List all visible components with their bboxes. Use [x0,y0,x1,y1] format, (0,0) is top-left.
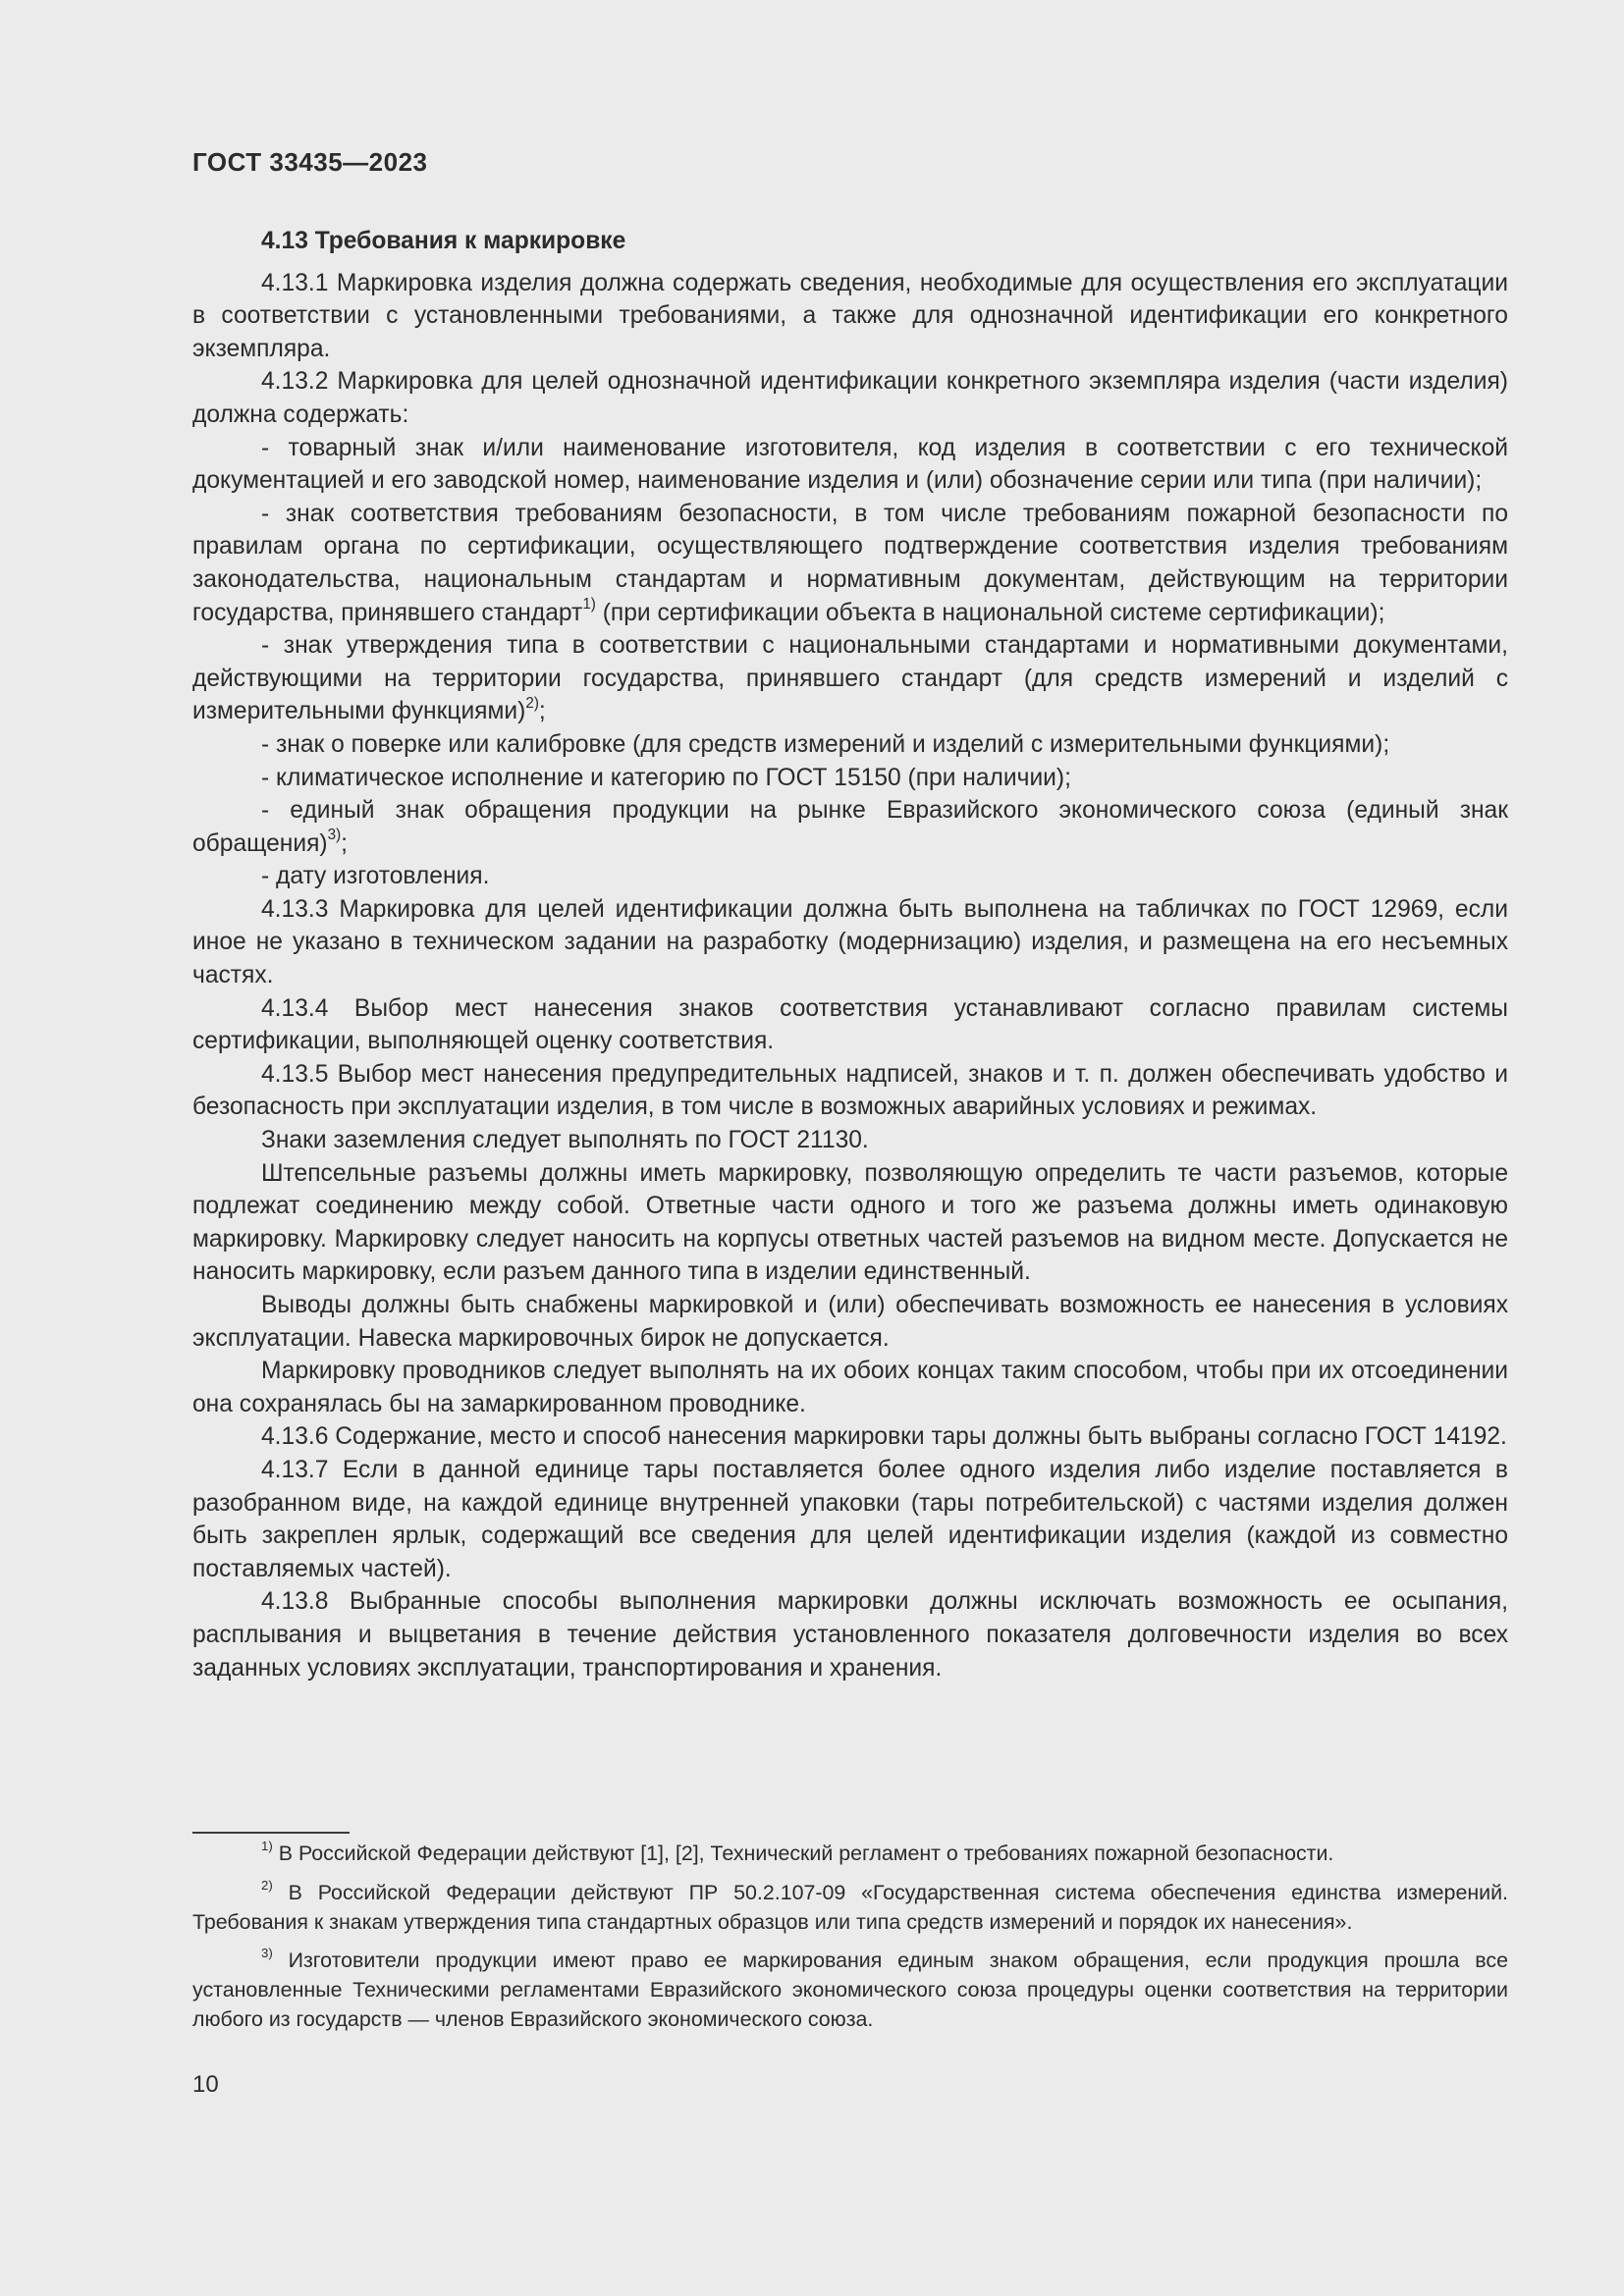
paragraph-grounding-marks: Знаки заземления следует выполнять по ГОСТ 21130. [261,1127,869,1154]
footnote-ref-1: 1) [582,596,596,614]
paragraph-4-13-2: 4.13.2 Маркировка для целей однозначной идентификации конкретного экземпляра изделия (части изделия) должна содержать: [192,368,1508,428]
section-body [192,225,1508,1684]
section-title: 4.13 Требования к маркировке [261,228,626,254]
footnote-ref-2: 2) [525,694,539,712]
footnote-1 [192,1840,1508,1869]
footnote-text: В Российской Федерации действуют ПР 50.2.107-09 «Государственная система обеспечения единства измерений. Требования к знакам утверждения типа стандартных образцов или типа средств измерений и порядок их нанесения». [192,1880,1508,1934]
footnote-text: В Российской Федерации действуют [1], [2], Технический регламент о требованиях пожарной безопасности. [272,1842,1334,1865]
footnote-2 [192,1879,1508,1938]
list-item-manufacture-date: - дату изготовления. [261,863,490,890]
list-item-text: - знак соответствия требованиям безопасности, в том числе требованиям пожарной безопасности по правилам органа по сертификации, осуществляющего подтверждение соответствия изделия требованиям законодательства, национальным стандартам и нормативным документам, действующим на территории государства, принявшего стандарт [192,500,1508,626]
list-item-trademark: - товарный знак и/или наименование изготовителя, код изделия в соответствии с его технической документацией и его заводской номер, наименование изделия и (или) обозначение серии или типа (при наличии); [192,434,1508,495]
list-item-verification-mark: - знак о поверке или калибровке (для средств измерений и изделий с измерительными функциями); [261,730,1390,758]
footnote-mark: 1) [261,1839,273,1854]
footnote-text: Изготовители продукции имеют право ее маркирования единым знаком обращения, если продукция прошла все установленные Техническими регламентами Евразийского экономического союза процедуры оценки соответствия на территории любого из государств — членов Евразийского экономического союза. [192,1949,1508,2031]
paragraph-4-13-4: 4.13.4 Выбор мест нанесения знаков соответствия устанавливают согласно правилам системы сертификации, выполняющей оценку соответствия. [192,994,1508,1055]
list-item-text: - единый знак обращения продукции на рынке Евразийского экономического союза (единый знак обращения) [192,797,1508,857]
paragraph-4-13-1: 4.13.1 Маркировка изделия должна содержать сведения, необходимые для осуществления его эксплуатации в соответствии с установленными требованиями, а также для однозначной идентификации его конкретного экземпляра. [192,269,1508,362]
paragraph-4-13-7: 4.13.7 Если в данной единице тары поставляется более одного изделия либо изделие поставляется в разобранном виде, на каждой единице внутренней упаковки (тары потребительской) с частями изделия должен быть закреплен ярлык, содержащий все сведения для целей идентификации изделия (каждой из совместно поставляемых частей). [192,1456,1508,1582]
list-item-text: ; [341,829,348,857]
footnote-mark: 2) [261,1877,273,1893]
footnotes [192,1840,1508,2045]
list-item-text: - знак утверждения типа в соответствии с национальными стандартами и нормативными документами, действующими на территории государства, принявшего стандарт (для средств измерений и изделий с измерительными функциями) [192,632,1508,725]
footnote-ref-3: 3) [327,827,342,844]
paragraph-4-13-6: 4.13.6 Содержание, место и способ нанесения маркировки тары должны быть выбраны согласно ГОСТ 14192. [261,1423,1507,1451]
footnote-3 [192,1947,1508,2034]
paragraph-conductors: Маркировку проводников следует выполнять на их обоих концах таким способом, чтобы при их отсоединении она сохранялась бы на замаркированном проводнике. [192,1358,1508,1417]
paragraph-4-13-8: 4.13.8 Выбранные способы выполнения маркировки должны исключать возможность ее осыпания, расплывания и выцветания в течение действия установленного показателя долговечности изделия во всех заданных условиях эксплуатации, транспортирования и хранения. [192,1588,1508,1682]
paragraph-4-13-5: 4.13.5 Выбор мест нанесения предупредительных надписей, знаков и т. п. должен обеспечивать удобство и безопасность при эксплуатации изделия, в том числе в возможных аварийных условиях и режимах. [192,1060,1508,1121]
paragraph-terminals: Выводы должны быть снабжены маркировкой и (или) обеспечивать возможность ее нанесения в условиях эксплуатации. Навеска маркировочных бирок не допускается. [192,1292,1508,1352]
document-code: ГОСТ 33435—2023 [192,147,428,177]
list-item-text: (при сертификации объекта в национальной системе сертификации); [595,599,1385,626]
paragraph-plug-connectors: Штепсельные разъемы должны иметь маркировку, позволяющую определить те части разъемов, которые подлежат соединению между собой. Ответные части одного и того же разъема должны иметь одинаковую маркировку. Маркировку следует наносить на корпусы ответных частей разъемов на видном месте. Допускается не наносить маркировку, если разъем данного типа в изделии единственный. [192,1159,1508,1286]
page-number: 10 [192,2071,219,2098]
footnote-divider [192,1832,350,1834]
footnote-mark: 3) [261,1946,273,1961]
list-item-eac-mark [192,794,1508,860]
list-item-conformity-mark [192,498,1508,629]
paragraph-4-13-3: 4.13.3 Маркировка для целей идентификации должна быть выполнена на табличках по ГОСТ 12969, если иное не указано в техническом задании на разработку (модернизацию) изделия, и размещена на его несъемных частях. [192,895,1508,989]
list-item-type-approval-mark [192,629,1508,728]
list-item-text: ; [538,698,546,725]
list-item-climatic-version: - климатическое исполнение и категорию по ГОСТ 15150 (при наличии); [261,764,1071,791]
